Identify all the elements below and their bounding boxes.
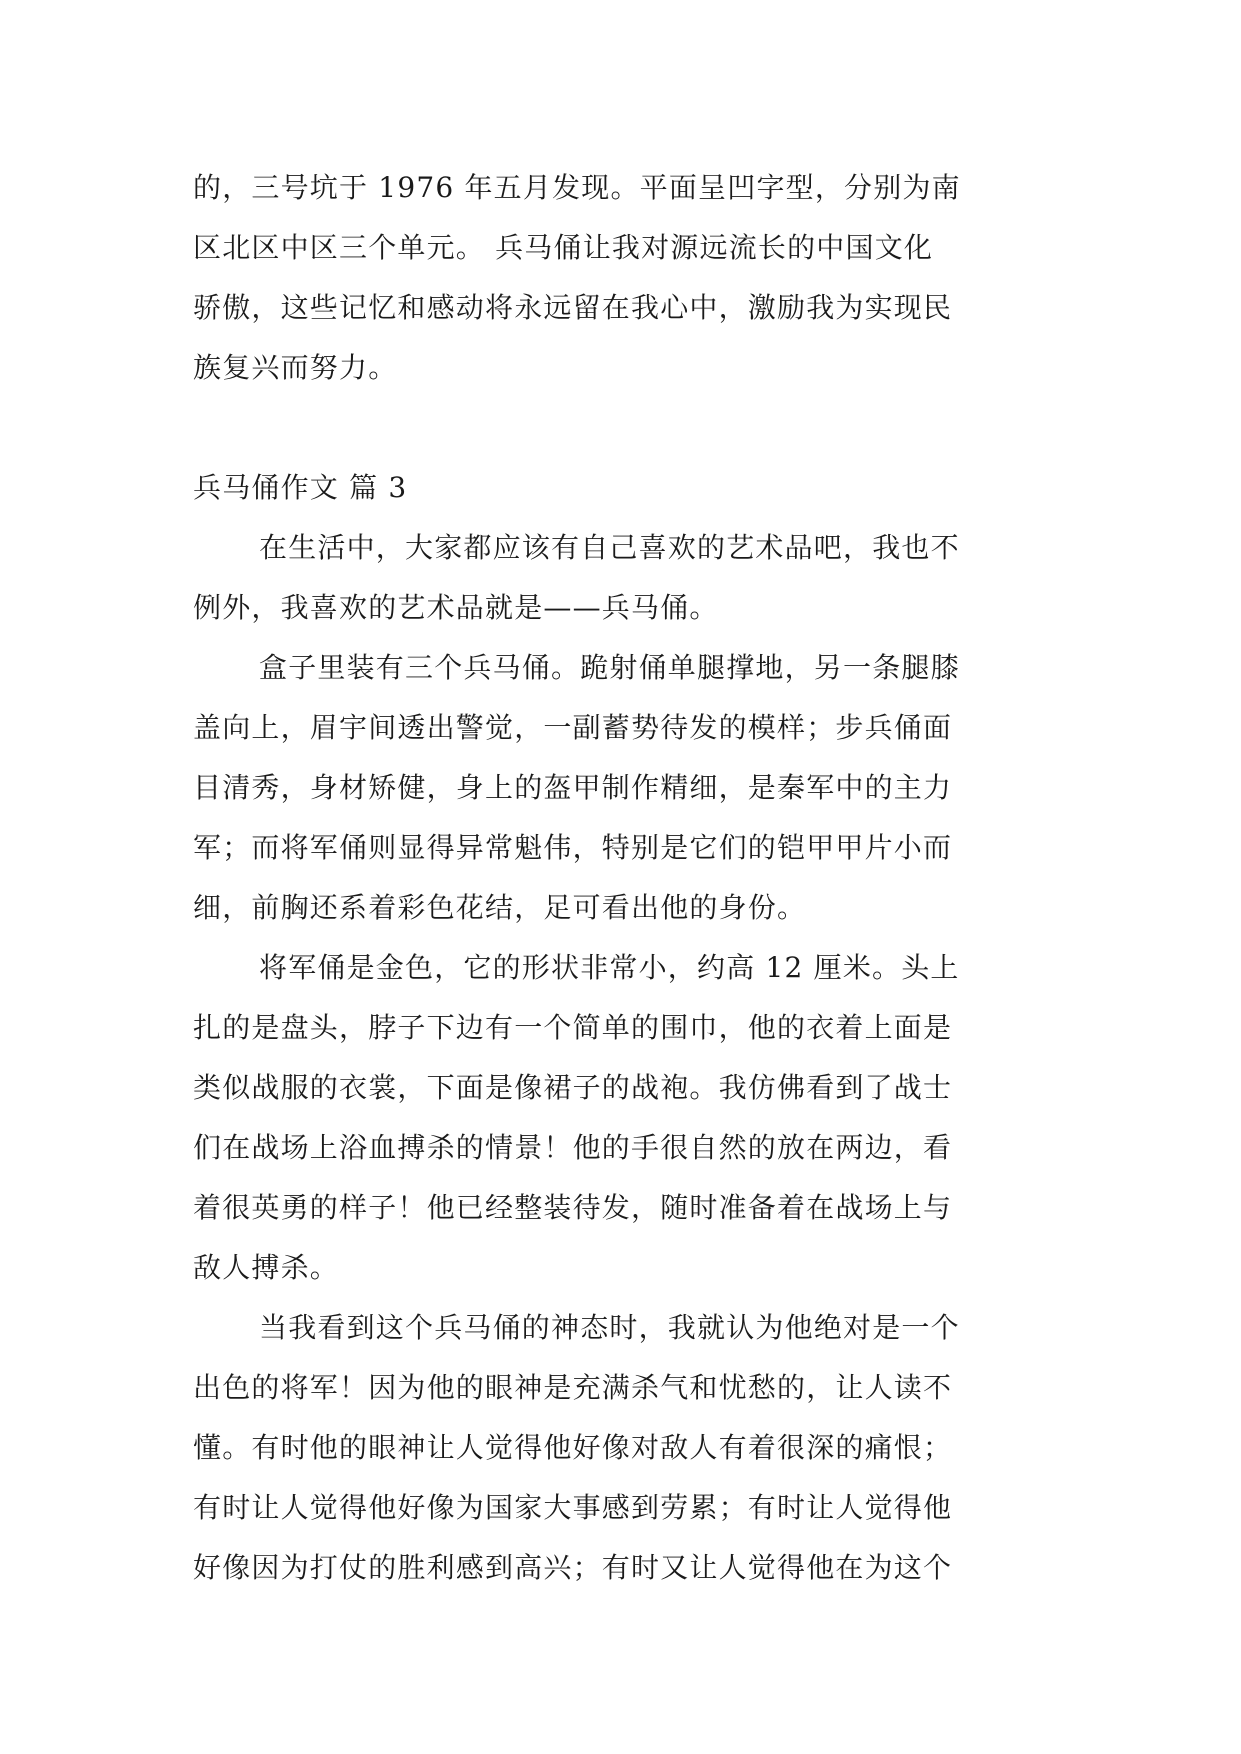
text-line: 在生活中，大家都应该有自己喜欢的艺术品吧，我也不	[259, 531, 960, 564]
text-line: 懂。有时他的眼神让人觉得他好像对敌人有着很深的痛恨；	[193, 1431, 953, 1464]
text-line: 族复兴而努力。	[193, 351, 398, 384]
text-line: 骄傲，这些记忆和感动将永远留在我心中，激励我为实现民	[193, 291, 953, 324]
text-line: 敌人搏杀。	[193, 1251, 340, 1284]
text-line: 扎的是盘头，脖子下边有一个简单的围巾，他的衣着上面是	[193, 1011, 953, 1044]
text-line: 着很英勇的样子！他已经整装待发，随时准备着在战场上与	[193, 1191, 953, 1224]
paragraph-4	[193, 1298, 1061, 1598]
paragraph-2	[193, 638, 1061, 938]
text-line: 将军俑是金色，它的形状非常小，约高 12 厘米。头上	[259, 951, 960, 984]
text-line: 出色的将军！因为他的眼神是充满杀气和忧愁的，让人读不	[193, 1371, 953, 1404]
text-line: 盒子里装有三个兵马俑。跪射俑单腿撑地，另一条腿膝	[259, 651, 960, 684]
intro-paragraph	[193, 158, 1061, 398]
text-line: 目清秀，身材矫健，身上的盔甲制作精细，是秦军中的主力	[193, 771, 953, 804]
text-line: 的，三号坑于 1976 年五月发现。平面呈凹字型，分别为南	[193, 171, 961, 204]
paragraph-gap	[193, 398, 1061, 458]
text-line: 好像因为打仗的胜利感到高兴；有时又让人觉得他在为这个	[193, 1551, 953, 1584]
paragraph-1	[193, 518, 1061, 638]
text-line: 们在战场上浴血搏杀的情景！他的手很自然的放在两边，看	[193, 1131, 953, 1164]
text-line: 军；而将军俑则显得异常魁伟，特别是它们的铠甲甲片小而	[193, 831, 953, 864]
text-line: 区北区中区三个单元。 兵马俑让我对源远流长的中国文化	[193, 231, 934, 264]
text-line: 有时让人觉得他好像为国家大事感到劳累；有时让人觉得他	[193, 1491, 953, 1524]
text-line: 类似战服的衣裳，下面是像裙子的战袍。我仿佛看到了战士	[193, 1071, 953, 1104]
text-line: 例外，我喜欢的艺术品就是——兵马俑。	[193, 591, 719, 624]
text-line: 细，前胸还系着彩色花结，足可看出他的身份。	[193, 891, 807, 924]
section-heading: 兵马俑作文 篇 3	[193, 471, 408, 504]
document-body	[193, 158, 1061, 1598]
paragraph-3	[193, 938, 1061, 1298]
text-line: 当我看到这个兵马俑的神态时，我就认为他绝对是一个	[259, 1311, 960, 1344]
text-line: 盖向上，眉宇间透出警觉，一副蓄势待发的模样；步兵俑面	[193, 711, 953, 744]
